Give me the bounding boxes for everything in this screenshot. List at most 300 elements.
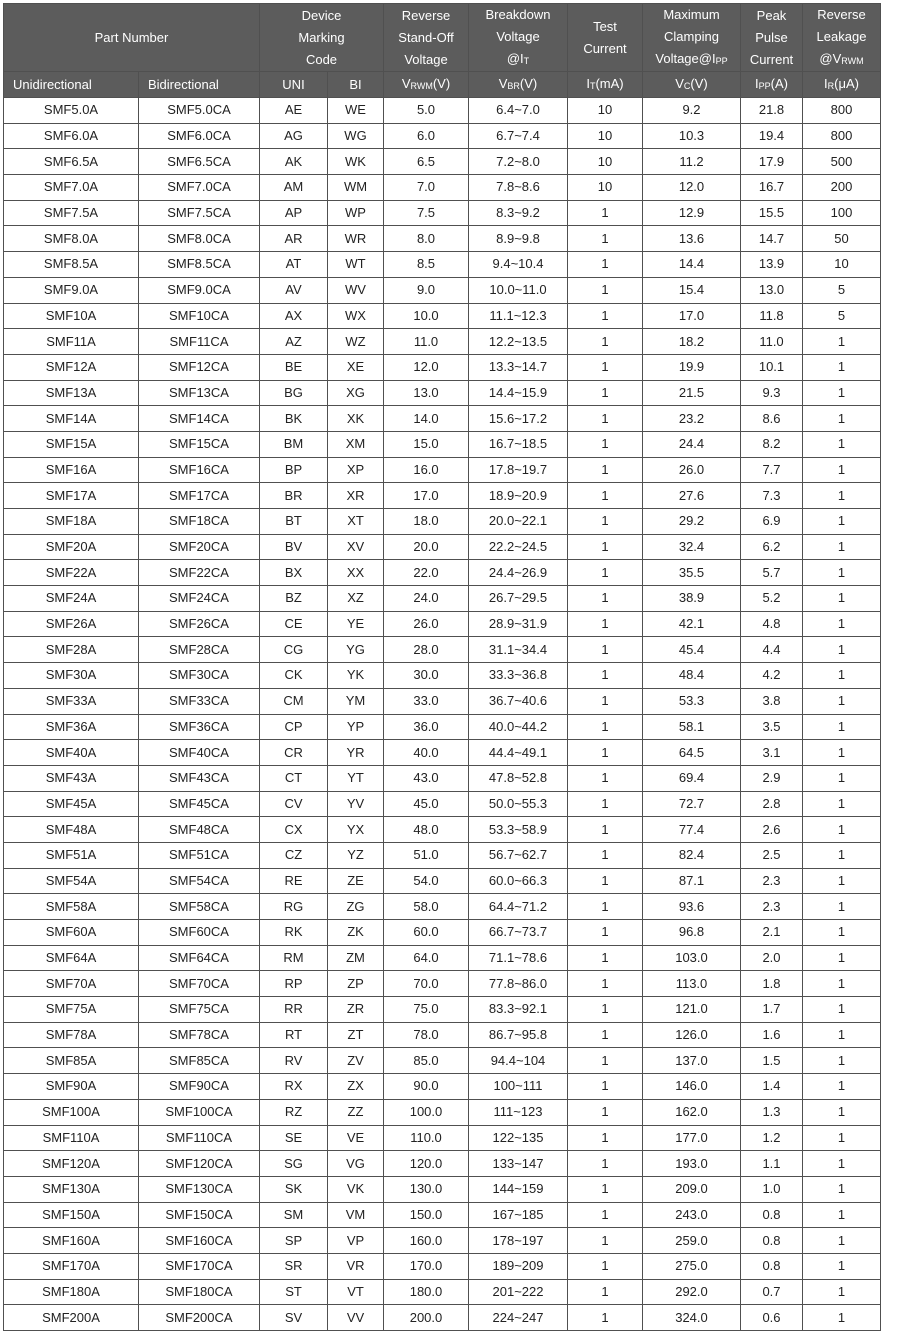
cell-unidirectional: SMF11A <box>4 329 139 355</box>
cell-vc: 243.0 <box>643 1202 741 1228</box>
cell-vc: 137.0 <box>643 1048 741 1074</box>
cell-ir: 1 <box>803 329 881 355</box>
cell-ipp: 2.8 <box>741 791 803 817</box>
header-test-current: Test Current <box>568 4 643 72</box>
cell-bidirectional: SMF160CA <box>139 1228 260 1254</box>
cell-ipp: 5.7 <box>741 560 803 586</box>
cell-bi-code: ZE <box>328 868 384 894</box>
cell-bi-code: VT <box>328 1279 384 1305</box>
cell-it: 1 <box>568 483 643 509</box>
cell-bidirectional: SMF11CA <box>139 329 260 355</box>
subheader-ir: $I_R(\mu A)$ <box>803 72 881 98</box>
cell-unidirectional: SMF5.0A <box>4 98 139 124</box>
cell-uni-code: RG <box>260 894 328 920</box>
table-row <box>4 457 881 483</box>
cell-vc: 82.4 <box>643 842 741 868</box>
cell-vbr: 26.7~29.5 <box>469 586 568 612</box>
cell-uni-code: CZ <box>260 842 328 868</box>
table-row <box>4 303 881 329</box>
cell-bidirectional: SMF85CA <box>139 1048 260 1074</box>
cell-ir: 1 <box>803 1253 881 1279</box>
cell-vrwm: 130.0 <box>384 1176 469 1202</box>
cell-vbr: 201~222 <box>469 1279 568 1305</box>
cell-vrwm: 9.0 <box>384 277 469 303</box>
cell-bidirectional: SMF78CA <box>139 1022 260 1048</box>
cell-ipp: 2.5 <box>741 842 803 868</box>
cell-bidirectional: SMF180CA <box>139 1279 260 1305</box>
cell-vbr: 60.0~66.3 <box>469 868 568 894</box>
table-row <box>4 1048 881 1074</box>
cell-it: 10 <box>568 149 643 175</box>
cell-vrwm: 85.0 <box>384 1048 469 1074</box>
cell-ipp: 1.1 <box>741 1151 803 1177</box>
cell-unidirectional: SMF75A <box>4 997 139 1023</box>
subheader-ipp: $I_{PP}(A)$ <box>741 72 803 98</box>
cell-it: 1 <box>568 586 643 612</box>
cell-bidirectional: SMF43CA <box>139 765 260 791</box>
cell-bi-code: WV <box>328 277 384 303</box>
cell-bi-code: YK <box>328 663 384 689</box>
cell-ipp: 4.4 <box>741 637 803 663</box>
cell-unidirectional: SMF40A <box>4 740 139 766</box>
cell-bidirectional: SMF110CA <box>139 1125 260 1151</box>
cell-uni-code: SG <box>260 1151 328 1177</box>
cell-uni-code: BE <box>260 354 328 380</box>
table-row <box>4 611 881 637</box>
cell-bidirectional: SMF24CA <box>139 586 260 612</box>
cell-vbr: 94.4~104 <box>469 1048 568 1074</box>
cell-vc: 18.2 <box>643 329 741 355</box>
cell-ipp: 0.8 <box>741 1228 803 1254</box>
cell-bi-code: XK <box>328 406 384 432</box>
cell-uni-code: BP <box>260 457 328 483</box>
cell-unidirectional: SMF90A <box>4 1074 139 1100</box>
cell-unidirectional: SMF58A <box>4 894 139 920</box>
cell-bidirectional: SMF5.0CA <box>139 98 260 124</box>
cell-unidirectional: SMF20A <box>4 534 139 560</box>
cell-unidirectional: SMF70A <box>4 971 139 997</box>
cell-vrwm: 54.0 <box>384 868 469 894</box>
cell-unidirectional: SMF45A <box>4 791 139 817</box>
cell-vbr: 10.0~11.0 <box>469 277 568 303</box>
subheader-vc: $V_C(V)$ <box>643 72 741 98</box>
cell-it: 1 <box>568 817 643 843</box>
cell-ipp: 8.6 <box>741 406 803 432</box>
cell-vbr: 36.7~40.6 <box>469 688 568 714</box>
cell-unidirectional: SMF130A <box>4 1176 139 1202</box>
cell-it: 1 <box>568 611 643 637</box>
cell-bidirectional: SMF6.0CA <box>139 123 260 149</box>
table-row <box>4 123 881 149</box>
cell-vrwm: 6.0 <box>384 123 469 149</box>
cell-vrwm: 10.0 <box>384 303 469 329</box>
cell-it: 1 <box>568 226 643 252</box>
cell-uni-code: SR <box>260 1253 328 1279</box>
cell-bi-code: YV <box>328 791 384 817</box>
cell-ir: 5 <box>803 303 881 329</box>
table-row <box>4 688 881 714</box>
cell-vrwm: 6.5 <box>384 149 469 175</box>
cell-vc: 15.4 <box>643 277 741 303</box>
cell-vc: 103.0 <box>643 945 741 971</box>
cell-uni-code: CR <box>260 740 328 766</box>
cell-bi-code: YZ <box>328 842 384 868</box>
cell-it: 1 <box>568 1202 643 1228</box>
cell-unidirectional: SMF7.5A <box>4 200 139 226</box>
cell-vrwm: 78.0 <box>384 1022 469 1048</box>
cell-ipp: 13.9 <box>741 252 803 278</box>
cell-ir: 1 <box>803 406 881 432</box>
cell-vbr: 122~135 <box>469 1125 568 1151</box>
cell-vc: 292.0 <box>643 1279 741 1305</box>
cell-it: 1 <box>568 1228 643 1254</box>
cell-bi-code: VV <box>328 1305 384 1331</box>
subheader-unidirectional: Unidirectional <box>4 72 139 98</box>
cell-uni-code: BT <box>260 509 328 535</box>
cell-unidirectional: SMF36A <box>4 714 139 740</box>
subheader-bidirectional: Bidirectional <box>139 72 260 98</box>
cell-vrwm: 8.5 <box>384 252 469 278</box>
cell-vrwm: 60.0 <box>384 920 469 946</box>
header-reverse-standoff: Reverse Stand-Off Voltage <box>384 4 469 72</box>
cell-bidirectional: SMF8.5CA <box>139 252 260 278</box>
subheader-it: $I_T(mA)$ <box>568 72 643 98</box>
cell-uni-code: AZ <box>260 329 328 355</box>
header-peak-pulse-current: Peak Pulse Current <box>741 4 803 72</box>
cell-unidirectional: SMF15A <box>4 431 139 457</box>
cell-ir: 500 <box>803 149 881 175</box>
cell-uni-code: CX <box>260 817 328 843</box>
cell-vbr: 64.4~71.2 <box>469 894 568 920</box>
cell-bidirectional: SMF8.0CA <box>139 226 260 252</box>
cell-vrwm: 8.0 <box>384 226 469 252</box>
cell-ipp: 0.7 <box>741 1279 803 1305</box>
cell-bidirectional: SMF28CA <box>139 637 260 663</box>
cell-ir: 800 <box>803 98 881 124</box>
cell-vbr: 6.7~7.4 <box>469 123 568 149</box>
cell-vbr: 18.9~20.9 <box>469 483 568 509</box>
cell-bi-code: VE <box>328 1125 384 1151</box>
cell-it: 1 <box>568 560 643 586</box>
cell-vbr: 12.2~13.5 <box>469 329 568 355</box>
cell-vbr: 133~147 <box>469 1151 568 1177</box>
cell-bi-code: ZR <box>328 997 384 1023</box>
cell-it: 1 <box>568 1048 643 1074</box>
cell-ir: 200 <box>803 175 881 201</box>
cell-vc: 121.0 <box>643 997 741 1023</box>
cell-bi-code: WG <box>328 123 384 149</box>
cell-unidirectional: SMF7.0A <box>4 175 139 201</box>
cell-vc: 23.2 <box>643 406 741 432</box>
cell-uni-code: CV <box>260 791 328 817</box>
cell-vrwm: 26.0 <box>384 611 469 637</box>
cell-ir: 1 <box>803 1074 881 1100</box>
cell-bidirectional: SMF9.0CA <box>139 277 260 303</box>
cell-uni-code: CG <box>260 637 328 663</box>
cell-it: 1 <box>568 329 643 355</box>
cell-it: 1 <box>568 303 643 329</box>
cell-ir: 1 <box>803 1228 881 1254</box>
cell-ipp: 2.1 <box>741 920 803 946</box>
header-row-units <box>4 72 881 98</box>
cell-bi-code: ZV <box>328 1048 384 1074</box>
subheader-vrwm: $V_{RWM}(V)$ <box>384 72 469 98</box>
cell-vbr: 86.7~95.8 <box>469 1022 568 1048</box>
table-row <box>4 1176 881 1202</box>
cell-it: 1 <box>568 277 643 303</box>
cell-bi-code: YM <box>328 688 384 714</box>
cell-unidirectional: SMF28A <box>4 637 139 663</box>
cell-ipp: 0.6 <box>741 1305 803 1331</box>
cell-bi-code: WX <box>328 303 384 329</box>
cell-vc: 21.5 <box>643 380 741 406</box>
cell-ipp: 1.7 <box>741 997 803 1023</box>
cell-vc: 58.1 <box>643 714 741 740</box>
cell-vbr: 24.4~26.9 <box>469 560 568 586</box>
cell-vc: 45.4 <box>643 637 741 663</box>
cell-vrwm: 22.0 <box>384 560 469 586</box>
cell-unidirectional: SMF8.0A <box>4 226 139 252</box>
cell-bi-code: ZK <box>328 920 384 946</box>
cell-unidirectional: SMF13A <box>4 380 139 406</box>
table-row <box>4 431 881 457</box>
cell-vrwm: 70.0 <box>384 971 469 997</box>
cell-bi-code: WP <box>328 200 384 226</box>
cell-vrwm: 14.0 <box>384 406 469 432</box>
cell-uni-code: RR <box>260 997 328 1023</box>
cell-bi-code: XX <box>328 560 384 586</box>
cell-vbr: 6.4~7.0 <box>469 98 568 124</box>
cell-ir: 1 <box>803 1151 881 1177</box>
cell-uni-code: RM <box>260 945 328 971</box>
cell-ipp: 5.2 <box>741 586 803 612</box>
table-row <box>4 868 881 894</box>
cell-uni-code: BK <box>260 406 328 432</box>
cell-vc: 324.0 <box>643 1305 741 1331</box>
cell-ipp: 6.2 <box>741 534 803 560</box>
cell-vc: 35.5 <box>643 560 741 586</box>
cell-it: 1 <box>568 714 643 740</box>
cell-uni-code: SK <box>260 1176 328 1202</box>
cell-ir: 1 <box>803 945 881 971</box>
cell-bidirectional: SMF17CA <box>139 483 260 509</box>
cell-unidirectional: SMF14A <box>4 406 139 432</box>
cell-unidirectional: SMF8.5A <box>4 252 139 278</box>
cell-ir: 1 <box>803 431 881 457</box>
cell-bidirectional: SMF15CA <box>139 431 260 457</box>
cell-bi-code: WR <box>328 226 384 252</box>
cell-bidirectional: SMF20CA <box>139 534 260 560</box>
table-row <box>4 791 881 817</box>
table-row <box>4 971 881 997</box>
cell-bi-code: YX <box>328 817 384 843</box>
cell-ir: 1 <box>803 586 881 612</box>
cell-vc: 72.7 <box>643 791 741 817</box>
cell-unidirectional: SMF78A <box>4 1022 139 1048</box>
table-row <box>4 1253 881 1279</box>
cell-vbr: 9.4~10.4 <box>469 252 568 278</box>
table-row <box>4 714 881 740</box>
cell-uni-code: CM <box>260 688 328 714</box>
cell-bi-code: XG <box>328 380 384 406</box>
cell-uni-code: BZ <box>260 586 328 612</box>
cell-vbr: 14.4~15.9 <box>469 380 568 406</box>
table-row <box>4 1279 881 1305</box>
cell-it: 1 <box>568 842 643 868</box>
header-marking-code: Device Marking Code <box>260 4 384 72</box>
cell-uni-code: SE <box>260 1125 328 1151</box>
cell-ipp: 4.2 <box>741 663 803 689</box>
cell-ipp: 1.4 <box>741 1074 803 1100</box>
cell-vc: 32.4 <box>643 534 741 560</box>
cell-uni-code: RX <box>260 1074 328 1100</box>
cell-uni-code: AK <box>260 149 328 175</box>
cell-ir: 1 <box>803 1125 881 1151</box>
cell-vrwm: 100.0 <box>384 1099 469 1125</box>
table-row <box>4 1074 881 1100</box>
cell-uni-code: AE <box>260 98 328 124</box>
table-row <box>4 354 881 380</box>
cell-ipp: 6.9 <box>741 509 803 535</box>
cell-bi-code: VM <box>328 1202 384 1228</box>
cell-bi-code: VP <box>328 1228 384 1254</box>
cell-unidirectional: SMF6.5A <box>4 149 139 175</box>
cell-ipp: 3.1 <box>741 740 803 766</box>
cell-bidirectional: SMF170CA <box>139 1253 260 1279</box>
cell-vrwm: 75.0 <box>384 997 469 1023</box>
cell-vc: 9.2 <box>643 98 741 124</box>
cell-vc: 29.2 <box>643 509 741 535</box>
cell-bidirectional: SMF48CA <box>139 817 260 843</box>
cell-unidirectional: SMF24A <box>4 586 139 612</box>
cell-unidirectional: SMF10A <box>4 303 139 329</box>
cell-vc: 19.9 <box>643 354 741 380</box>
cell-uni-code: AT <box>260 252 328 278</box>
cell-bi-code: YT <box>328 765 384 791</box>
cell-ir: 1 <box>803 534 881 560</box>
cell-vc: 64.5 <box>643 740 741 766</box>
cell-it: 1 <box>568 252 643 278</box>
cell-ipp: 1.3 <box>741 1099 803 1125</box>
cell-vrwm: 120.0 <box>384 1151 469 1177</box>
cell-ir: 1 <box>803 894 881 920</box>
cell-vrwm: 150.0 <box>384 1202 469 1228</box>
cell-it: 1 <box>568 457 643 483</box>
cell-vrwm: 24.0 <box>384 586 469 612</box>
table-row <box>4 842 881 868</box>
cell-bidirectional: SMF200CA <box>139 1305 260 1331</box>
cell-uni-code: RE <box>260 868 328 894</box>
cell-it: 1 <box>568 945 643 971</box>
cell-vc: 24.4 <box>643 431 741 457</box>
cell-it: 1 <box>568 1253 643 1279</box>
cell-bi-code: XZ <box>328 586 384 612</box>
cell-vrwm: 5.0 <box>384 98 469 124</box>
cell-vc: 11.2 <box>643 149 741 175</box>
table-row <box>4 534 881 560</box>
cell-bidirectional: SMF75CA <box>139 997 260 1023</box>
cell-unidirectional: SMF180A <box>4 1279 139 1305</box>
cell-vbr: 40.0~44.2 <box>469 714 568 740</box>
cell-bidirectional: SMF33CA <box>139 688 260 714</box>
cell-bidirectional: SMF7.5CA <box>139 200 260 226</box>
cell-uni-code: SM <box>260 1202 328 1228</box>
cell-vbr: 77.8~86.0 <box>469 971 568 997</box>
cell-bi-code: WZ <box>328 329 384 355</box>
cell-vbr: 50.0~55.3 <box>469 791 568 817</box>
cell-vrwm: 64.0 <box>384 945 469 971</box>
table-row <box>4 740 881 766</box>
cell-vrwm: 48.0 <box>384 817 469 843</box>
table-row <box>4 894 881 920</box>
cell-vc: 13.6 <box>643 226 741 252</box>
cell-vbr: 20.0~22.1 <box>469 509 568 535</box>
cell-it: 1 <box>568 431 643 457</box>
table-row <box>4 406 881 432</box>
cell-it: 1 <box>568 894 643 920</box>
subheader-vbr: $V_{BR}(V)$ <box>469 72 568 98</box>
cell-ir: 1 <box>803 1048 881 1074</box>
cell-unidirectional: SMF64A <box>4 945 139 971</box>
cell-uni-code: RP <box>260 971 328 997</box>
cell-vbr: 31.1~34.4 <box>469 637 568 663</box>
cell-ir: 1 <box>803 663 881 689</box>
cell-ir: 1 <box>803 791 881 817</box>
cell-unidirectional: SMF48A <box>4 817 139 843</box>
cell-bi-code: WM <box>328 175 384 201</box>
cell-ir: 1 <box>803 817 881 843</box>
cell-vbr: 178~197 <box>469 1228 568 1254</box>
cell-ipp: 1.5 <box>741 1048 803 1074</box>
cell-unidirectional: SMF54A <box>4 868 139 894</box>
cell-bidirectional: SMF100CA <box>139 1099 260 1125</box>
cell-vbr: 16.7~18.5 <box>469 431 568 457</box>
cell-ir: 1 <box>803 1176 881 1202</box>
cell-vrwm: 160.0 <box>384 1228 469 1254</box>
table-row <box>4 1099 881 1125</box>
cell-ir: 1 <box>803 868 881 894</box>
header-breakdown-voltage: Breakdown Voltage $@I_T$ <box>469 4 568 72</box>
cell-it: 1 <box>568 791 643 817</box>
cell-bidirectional: SMF7.0CA <box>139 175 260 201</box>
cell-it: 1 <box>568 1099 643 1125</box>
cell-bi-code: YR <box>328 740 384 766</box>
cell-it: 1 <box>568 1151 643 1177</box>
cell-bidirectional: SMF40CA <box>139 740 260 766</box>
cell-uni-code: SV <box>260 1305 328 1331</box>
cell-uni-code: BX <box>260 560 328 586</box>
cell-vbr: 144~159 <box>469 1176 568 1202</box>
cell-it: 1 <box>568 534 643 560</box>
cell-ipp: 10.1 <box>741 354 803 380</box>
cell-vrwm: 7.0 <box>384 175 469 201</box>
cell-ir: 1 <box>803 509 881 535</box>
cell-it: 1 <box>568 765 643 791</box>
cell-ipp: 11.8 <box>741 303 803 329</box>
cell-vbr: 8.9~9.8 <box>469 226 568 252</box>
cell-vrwm: 15.0 <box>384 431 469 457</box>
cell-uni-code: AG <box>260 123 328 149</box>
cell-uni-code: CK <box>260 663 328 689</box>
cell-vrwm: 200.0 <box>384 1305 469 1331</box>
table-row <box>4 252 881 278</box>
cell-bi-code: YG <box>328 637 384 663</box>
cell-uni-code: CE <box>260 611 328 637</box>
cell-vc: 126.0 <box>643 1022 741 1048</box>
subheader-uni: UNI <box>260 72 328 98</box>
cell-vc: 26.0 <box>643 457 741 483</box>
cell-ipp: 7.7 <box>741 457 803 483</box>
